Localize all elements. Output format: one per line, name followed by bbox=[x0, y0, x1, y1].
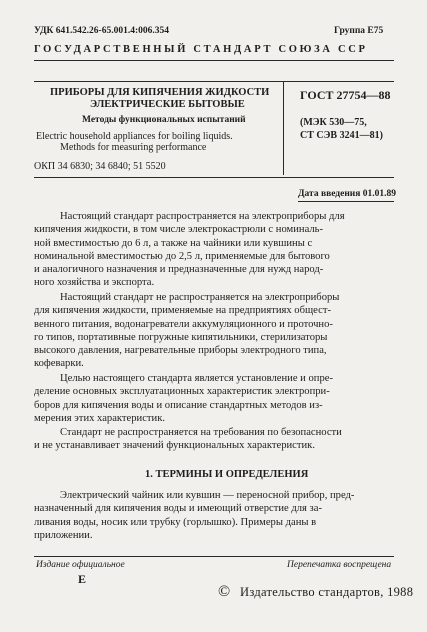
intro-date: Дата введения 01.01.89 bbox=[298, 189, 397, 199]
intro-date-underline bbox=[298, 201, 394, 202]
subtitle: Методы функциональных испытаний bbox=[82, 115, 246, 125]
text-line: го типов, портативные погружные кипятильники, стерилизаторы bbox=[34, 331, 328, 343]
header-divider-2 bbox=[34, 81, 394, 82]
official-edition: Издание официальное bbox=[36, 560, 125, 570]
text-line: ного хозяйства и экспорта. bbox=[34, 277, 155, 289]
text-line: боров для кипячения воды и описание стандартных методов из- bbox=[34, 399, 323, 411]
reprint-notice: Перепечатка воспрещена bbox=[287, 560, 392, 570]
footer-divider bbox=[34, 556, 394, 557]
english-title-line-2: Methods for measuring performance bbox=[60, 142, 207, 153]
text-line: и не устанавливает значений функциональных характеристик. bbox=[34, 440, 315, 452]
udk-code: УДК 641.542.26-65.001.4:006.354 bbox=[34, 26, 170, 36]
mek-line-1: (МЭК 530—75, bbox=[300, 117, 367, 128]
publisher-line: Издательство стандартов, 1988 bbox=[240, 585, 414, 599]
title-vertical-divider bbox=[283, 82, 284, 175]
text-line: приложении. bbox=[34, 529, 93, 541]
paragraph-limitations bbox=[34, 426, 394, 453]
title-line-1: ПРИБОРЫ ДЛЯ КИПЯЧЕНИЯ ЖИДКОСТИ bbox=[50, 87, 270, 98]
header-divider-top bbox=[34, 60, 394, 61]
text-line: Целью настоящего стандарта является установление и опре- bbox=[60, 373, 333, 384]
text-line: номинальной вместимостью до 2,5 л, применяемые для бытового bbox=[34, 250, 330, 262]
text-line: мерения этих характеристик. bbox=[34, 412, 166, 424]
text-line: назначенный для кипячения воды и имеющий отверстие для за- bbox=[34, 503, 322, 515]
text-line: Настоящий стандарт не распространяется на электроприборы bbox=[60, 292, 340, 303]
group-code: Группа Е75 bbox=[334, 26, 384, 36]
text-line: ливания воды, носик или трубку (горлышко). Примеры даны в bbox=[34, 516, 317, 528]
paragraph-scope bbox=[34, 210, 394, 290]
text-line: кипячения жидкости, в том числе электрокастрюли с номиналь- bbox=[34, 224, 324, 236]
text-line: Настоящий стандарт распространяется на электроприборы для bbox=[60, 211, 345, 222]
paragraph-exclusions bbox=[34, 291, 394, 371]
text-line: Стандарт не распространяется на требования по безопасности bbox=[60, 427, 342, 438]
text-line: венного питания, водонагреватели аккумуляционного и проточно- bbox=[34, 318, 333, 330]
edition-letter: Е bbox=[78, 572, 87, 586]
paragraph-definition bbox=[34, 489, 394, 542]
gost-number: ГОСТ 27754—88 bbox=[300, 88, 391, 102]
text-line: кофеварки. bbox=[34, 358, 84, 370]
text-line: высокого давления, нагревательные приборы электродного типа, bbox=[34, 345, 327, 357]
section-heading: 1. ТЕРМИНЫ И ОПРЕДЕЛЕНИЯ bbox=[145, 469, 309, 480]
paragraph-purpose bbox=[34, 372, 394, 425]
copyright-icon: © bbox=[218, 583, 231, 600]
standard-banner: ГОСУДАРСТВЕННЫЙ СТАНДАРТ СОЮЗА ССР bbox=[34, 44, 368, 55]
text-line: и аналогичного назначения и предназначенные для нужд народ- bbox=[34, 264, 324, 276]
text-line: ной вместимостью до 6 л, а также на чайники или кувшины с bbox=[34, 237, 313, 249]
mek-line-2: СТ СЭВ 3241—81) bbox=[300, 130, 383, 141]
english-title-line-1: Electric household appliances for boiling liquids. bbox=[36, 131, 233, 142]
okp-codes: ОКП 34 6830; 34 6840; 51 5520 bbox=[34, 161, 166, 172]
title-line-2: ЭЛЕКТРИЧЕСКИЕ БЫТОВЫЕ bbox=[90, 99, 245, 110]
text-line: для кипячения жидкости, применяемые на предприятиях общест- bbox=[34, 305, 331, 317]
text-line: деление основных эксплуатационных характеристик электропри- bbox=[34, 386, 330, 398]
text-line: Электрический чайник или кувшин — переносной прибор, пред- bbox=[60, 490, 355, 501]
header-divider-bottom bbox=[34, 177, 394, 178]
